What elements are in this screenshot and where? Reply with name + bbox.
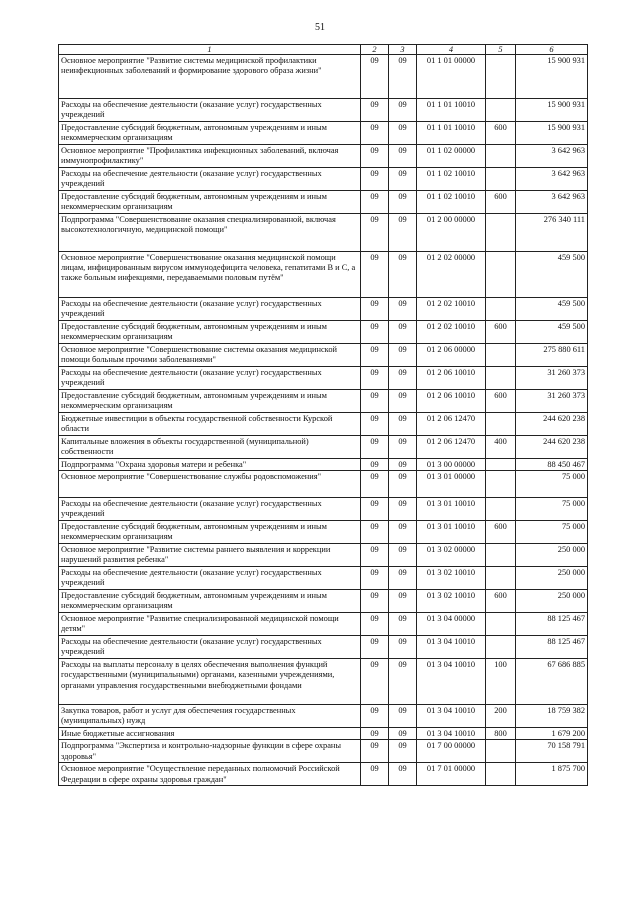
- row-section: 09: [361, 214, 389, 252]
- table-row: [59, 214, 588, 252]
- row-expense-type: 100: [486, 659, 516, 705]
- col-header-subsection: 3: [389, 45, 417, 55]
- row-target-article: 01 3 04 10010: [417, 636, 486, 659]
- row-name: Основное мероприятие "Совершенствование оказания медицинской помощи лицам, инфицированным вирусом иммунодефицита человека, гепатитами B и C, а также больным инфекциями, передаваемыми половым путём": [59, 252, 361, 298]
- row-target-article: 01 2 06 10010: [417, 367, 486, 390]
- row-expense-type: [486, 567, 516, 590]
- row-section: 09: [361, 298, 389, 321]
- row-name: Расходы на обеспечение деятельности (оказание услуг) государственных учреждений: [59, 567, 361, 590]
- row-amount: 31 260 373: [516, 367, 588, 390]
- table-row: [59, 459, 588, 471]
- row-subsection: 09: [389, 168, 417, 191]
- row-target-article: 01 2 06 12470: [417, 413, 486, 436]
- row-expense-type: [486, 740, 516, 763]
- row-expense-type: [486, 367, 516, 390]
- row-name: Подпрограмма "Совершенствование оказания специализированной, включая высокотехнологичную, медицинской помощи": [59, 214, 361, 252]
- row-subsection: 09: [389, 436, 417, 459]
- row-expense-type: [486, 636, 516, 659]
- row-name: Основное мероприятие "Осуществление переданных полномочий Российской Федерации в сфере охраны здоровья граждан": [59, 763, 361, 786]
- row-subsection: 09: [389, 544, 417, 567]
- row-section: 09: [361, 728, 389, 740]
- row-target-article: 01 1 01 10010: [417, 122, 486, 145]
- table-row: [59, 413, 588, 436]
- table-row: [59, 321, 588, 344]
- row-subsection: 09: [389, 252, 417, 298]
- row-target-article: 01 1 02 10010: [417, 168, 486, 191]
- row-expense-type: [486, 252, 516, 298]
- row-amount: 3 642 963: [516, 145, 588, 168]
- row-target-article: 01 1 01 00000: [417, 55, 486, 99]
- row-section: 09: [361, 321, 389, 344]
- row-subsection: 09: [389, 659, 417, 705]
- table-row: [59, 436, 588, 459]
- row-target-article: 01 3 02 10010: [417, 567, 486, 590]
- row-amount: 459 500: [516, 252, 588, 298]
- table-row: [59, 252, 588, 298]
- row-expense-type: 600: [486, 390, 516, 413]
- row-subsection: 09: [389, 567, 417, 590]
- table-row: [59, 344, 588, 367]
- row-expense-type: 600: [486, 521, 516, 544]
- row-expense-type: [486, 344, 516, 367]
- row-name: Бюджетные инвестиции в объекты государственной собственности Курской области: [59, 413, 361, 436]
- row-section: 09: [361, 590, 389, 613]
- row-subsection: 09: [389, 471, 417, 498]
- row-expense-type: 200: [486, 705, 516, 728]
- row-expense-type: [486, 413, 516, 436]
- row-name: Расходы на обеспечение деятельности (оказание услуг) государственных учреждений: [59, 168, 361, 191]
- col-header-name: 1: [59, 45, 361, 55]
- col-header-section: 2: [361, 45, 389, 55]
- row-subsection: 09: [389, 122, 417, 145]
- row-name: Расходы на обеспечение деятельности (оказание услуг) государственных учреждений: [59, 367, 361, 390]
- row-amount: 3 642 963: [516, 191, 588, 214]
- row-target-article: 01 2 02 10010: [417, 298, 486, 321]
- row-expense-type: [486, 613, 516, 636]
- row-section: 09: [361, 763, 389, 786]
- row-section: 09: [361, 191, 389, 214]
- row-amount: 459 500: [516, 298, 588, 321]
- row-target-article: 01 2 00 00000: [417, 214, 486, 252]
- row-target-article: 01 3 02 00000: [417, 544, 486, 567]
- row-amount: 67 686 885: [516, 659, 588, 705]
- row-target-article: 01 3 01 00000: [417, 471, 486, 498]
- row-subsection: 09: [389, 763, 417, 786]
- row-amount: 75 000: [516, 521, 588, 544]
- row-section: 09: [361, 122, 389, 145]
- row-section: 09: [361, 459, 389, 471]
- row-name: Основное мероприятие "Совершенствование системы оказания медицинской помощи больным прочими заболеваниями": [59, 344, 361, 367]
- row-expense-type: 600: [486, 590, 516, 613]
- row-name: Предоставление субсидий бюджетным, автономным учреждениям и иным некоммерческим организациям: [59, 191, 361, 214]
- row-name: Иные бюджетные ассигнования: [59, 728, 361, 740]
- table-row: [59, 298, 588, 321]
- row-section: 09: [361, 168, 389, 191]
- row-expense-type: [486, 471, 516, 498]
- table-row: [59, 613, 588, 636]
- row-expense-type: [486, 55, 516, 99]
- row-target-article: 01 1 02 10010: [417, 191, 486, 214]
- row-section: 09: [361, 544, 389, 567]
- row-amount: 1 679 200: [516, 728, 588, 740]
- row-expense-type: 600: [486, 191, 516, 214]
- row-amount: 250 000: [516, 590, 588, 613]
- table-row: [59, 471, 588, 498]
- table-row: [59, 740, 588, 763]
- row-section: 09: [361, 636, 389, 659]
- row-expense-type: 600: [486, 321, 516, 344]
- row-section: 09: [361, 413, 389, 436]
- row-subsection: 09: [389, 214, 417, 252]
- table-row: [59, 367, 588, 390]
- row-amount: 75 000: [516, 471, 588, 498]
- row-name: Основное мероприятие "Развитие системы раннего выявления и коррекции нарушений развития ребенка": [59, 544, 361, 567]
- row-target-article: 01 7 01 00000: [417, 763, 486, 786]
- row-amount: 31 260 373: [516, 390, 588, 413]
- row-target-article: 01 2 06 10010: [417, 390, 486, 413]
- table-row: [59, 763, 588, 786]
- row-amount: 250 000: [516, 567, 588, 590]
- row-amount: 1 875 700: [516, 763, 588, 786]
- row-target-article: 01 3 02 10010: [417, 590, 486, 613]
- table-header-row: [59, 45, 588, 55]
- row-name: Подпрограмма "Охрана здоровья матери и ребенка": [59, 459, 361, 471]
- table-body: [59, 55, 588, 786]
- row-amount: 15 900 931: [516, 122, 588, 145]
- row-section: 09: [361, 252, 389, 298]
- row-name: Расходы на обеспечение деятельности (оказание услуг) государственных учреждений: [59, 498, 361, 521]
- row-name: Подпрограмма "Экспертиза и контрольно-надзорные функции в сфере охраны здоровья": [59, 740, 361, 763]
- row-subsection: 09: [389, 298, 417, 321]
- col-header-amount: 6: [516, 45, 588, 55]
- row-target-article: 01 2 06 12470: [417, 436, 486, 459]
- row-subsection: 09: [389, 321, 417, 344]
- row-target-article: 01 1 02 00000: [417, 145, 486, 168]
- row-subsection: 09: [389, 191, 417, 214]
- row-amount: 88 125 467: [516, 636, 588, 659]
- row-section: 09: [361, 659, 389, 705]
- row-subsection: 09: [389, 498, 417, 521]
- row-expense-type: [486, 498, 516, 521]
- table-row: [59, 55, 588, 99]
- row-target-article: 01 3 04 10010: [417, 728, 486, 740]
- row-target-article: 01 3 04 10010: [417, 659, 486, 705]
- row-target-article: 01 1 01 10010: [417, 99, 486, 122]
- row-name: Закупка товаров, работ и услуг для обеспечения государственных (муниципальных) нужд: [59, 705, 361, 728]
- table-row: [59, 145, 588, 168]
- row-expense-type: [486, 145, 516, 168]
- budget-table: [58, 44, 588, 786]
- row-target-article: 01 7 00 00000: [417, 740, 486, 763]
- row-amount: 15 900 931: [516, 99, 588, 122]
- col-header-expense-type: 5: [486, 45, 516, 55]
- row-expense-type: [486, 168, 516, 191]
- row-section: 09: [361, 390, 389, 413]
- row-expense-type: 400: [486, 436, 516, 459]
- row-amount: 18 759 382: [516, 705, 588, 728]
- table-row: [59, 521, 588, 544]
- table-row: [59, 636, 588, 659]
- row-section: 09: [361, 344, 389, 367]
- row-amount: 15 900 931: [516, 55, 588, 99]
- row-section: 09: [361, 145, 389, 168]
- row-subsection: 09: [389, 55, 417, 99]
- row-name: Основное мероприятие "Профилактика инфекционных заболеваний, включая иммунопрофилактику": [59, 145, 361, 168]
- page-number: 51: [315, 22, 325, 33]
- row-section: 09: [361, 521, 389, 544]
- row-section: 09: [361, 567, 389, 590]
- row-amount: 459 500: [516, 321, 588, 344]
- row-subsection: 09: [389, 413, 417, 436]
- table-row: [59, 122, 588, 145]
- row-target-article: 01 2 06 00000: [417, 344, 486, 367]
- row-target-article: 01 3 01 10010: [417, 498, 486, 521]
- row-target-article: 01 2 02 10010: [417, 321, 486, 344]
- row-subsection: 09: [389, 728, 417, 740]
- row-subsection: 09: [389, 740, 417, 763]
- row-section: 09: [361, 498, 389, 521]
- row-amount: 88 450 467: [516, 459, 588, 471]
- row-section: 09: [361, 436, 389, 459]
- row-amount: 244 620 238: [516, 413, 588, 436]
- row-amount: 70 158 791: [516, 740, 588, 763]
- row-subsection: 09: [389, 145, 417, 168]
- row-target-article: 01 3 01 10010: [417, 521, 486, 544]
- row-expense-type: [486, 298, 516, 321]
- table-row: [59, 99, 588, 122]
- row-expense-type: 800: [486, 728, 516, 740]
- row-amount: 276 340 111: [516, 214, 588, 252]
- row-name: Расходы на обеспечение деятельности (оказание услуг) государственных учреждений: [59, 636, 361, 659]
- row-name: Предоставление субсидий бюджетным, автономным учреждениям и иным некоммерческим организациям: [59, 390, 361, 413]
- row-expense-type: 600: [486, 122, 516, 145]
- table-row: [59, 705, 588, 728]
- row-section: 09: [361, 613, 389, 636]
- row-name: Предоставление субсидий бюджетным, автономным учреждениям и иным некоммерческим организациям: [59, 321, 361, 344]
- row-subsection: 09: [389, 521, 417, 544]
- row-expense-type: [486, 544, 516, 567]
- table-row: [59, 498, 588, 521]
- table-row: [59, 567, 588, 590]
- row-subsection: 09: [389, 590, 417, 613]
- row-subsection: 09: [389, 613, 417, 636]
- row-section: 09: [361, 367, 389, 390]
- row-target-article: 01 3 00 00000: [417, 459, 486, 471]
- row-amount: 3 642 963: [516, 168, 588, 191]
- row-target-article: 01 3 04 10010: [417, 705, 486, 728]
- row-name: Основное мероприятие "Совершенствование службы родовспоможения": [59, 471, 361, 498]
- table-row: [59, 168, 588, 191]
- row-name: Расходы на обеспечение деятельности (оказание услуг) государственных учреждений: [59, 298, 361, 321]
- row-name: Основное мероприятие "Развитие системы медицинской профилактики неинфекционных заболеваний и формирование здорового образа жизни": [59, 55, 361, 99]
- row-name: Основное мероприятие "Развитие специализированной медицинской помощи детям": [59, 613, 361, 636]
- row-section: 09: [361, 740, 389, 763]
- row-subsection: 09: [389, 344, 417, 367]
- row-name: Капитальные вложения в объекты государственной (муниципальной) собственности: [59, 436, 361, 459]
- row-target-article: 01 3 04 00000: [417, 613, 486, 636]
- row-name: Расходы на обеспечение деятельности (оказание услуг) государственных учреждений: [59, 99, 361, 122]
- table-row: [59, 728, 588, 740]
- row-section: 09: [361, 55, 389, 99]
- row-amount: 250 000: [516, 544, 588, 567]
- row-subsection: 09: [389, 705, 417, 728]
- row-name: Предоставление субсидий бюджетным, автономным учреждениям и иным некоммерческим организациям: [59, 521, 361, 544]
- row-subsection: 09: [389, 459, 417, 471]
- table-row: [59, 544, 588, 567]
- table-row: [59, 390, 588, 413]
- row-expense-type: [486, 214, 516, 252]
- row-section: 09: [361, 99, 389, 122]
- row-subsection: 09: [389, 367, 417, 390]
- row-amount: 75 000: [516, 498, 588, 521]
- row-amount: 275 880 611: [516, 344, 588, 367]
- col-header-target-article: 4: [417, 45, 486, 55]
- row-subsection: 09: [389, 390, 417, 413]
- row-subsection: 09: [389, 636, 417, 659]
- row-subsection: 09: [389, 99, 417, 122]
- row-expense-type: [486, 459, 516, 471]
- table-row: [59, 659, 588, 705]
- row-amount: 88 125 467: [516, 613, 588, 636]
- row-section: 09: [361, 705, 389, 728]
- row-name: Расходы на выплаты персоналу в целях обеспечения выполнения функций государственными (муниципальными) органами, казенными учреждениями, органами управления государственными внебюджетными фондами: [59, 659, 361, 705]
- row-amount: 244 620 238: [516, 436, 588, 459]
- table-row: [59, 191, 588, 214]
- row-name: Предоставление субсидий бюджетным, автономным учреждениям и иным некоммерческим организациям: [59, 122, 361, 145]
- row-expense-type: [486, 99, 516, 122]
- row-section: 09: [361, 471, 389, 498]
- row-expense-type: [486, 763, 516, 786]
- table-row: [59, 590, 588, 613]
- row-target-article: 01 2 02 00000: [417, 252, 486, 298]
- row-name: Предоставление субсидий бюджетным, автономным учреждениям и иным некоммерческим организациям: [59, 590, 361, 613]
